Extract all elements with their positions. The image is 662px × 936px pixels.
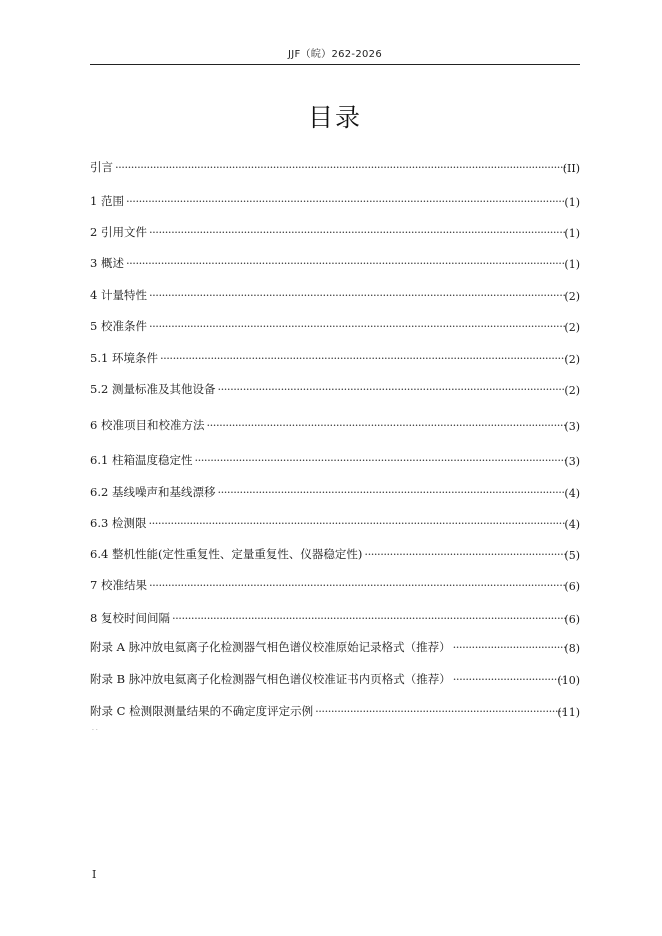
toc-entry-label: 6.4 整机性能(定性重复性、定量重复性、仪器稳定性) <box>90 547 363 561</box>
toc-entry-page: (2) <box>564 384 580 397</box>
toc-entry-calibration-items-methods[interactable] <box>90 417 580 433</box>
toc-dot-leader <box>364 546 566 562</box>
toc-entry-overview[interactable] <box>90 255 580 271</box>
toc-entry-label: 7 校准结果 <box>90 578 147 592</box>
toc-entry-page: (6) <box>564 613 580 626</box>
toc-entry-calibration-conditions[interactable] <box>90 318 580 334</box>
toc-dot-leader <box>160 350 566 366</box>
toc-entry-detection-limit[interactable] <box>90 515 580 531</box>
toc-entry-overall-performance[interactable] <box>90 546 580 562</box>
toc-title: 目录 <box>307 103 362 132</box>
toc-entry-page: (1) <box>564 258 580 271</box>
toc-entry-label: 4 计量特性 <box>90 288 147 302</box>
toc-entry-page: (2) <box>564 353 580 366</box>
stray-mark: · · <box>92 727 98 734</box>
toc-dot-leader <box>194 452 566 468</box>
toc-dot-leader <box>149 224 566 240</box>
toc-entry-page: (8) <box>564 642 580 655</box>
toc-entry-label: 附录 B 脉冲放电氦离子化检测器气相色谱仪校准证书内页格式（推荐） <box>90 672 451 686</box>
toc-entry-page: (5) <box>564 549 580 562</box>
toc-dot-leader <box>149 287 566 303</box>
toc-entry-label: 1 范围 <box>90 194 124 208</box>
toc-entry-recalibration-interval[interactable] <box>90 610 580 626</box>
toc-entry-standards-equipment[interactable] <box>90 381 580 397</box>
toc-entry-page: (6) <box>564 580 580 593</box>
toc-dot-leader <box>217 484 566 500</box>
toc-list <box>90 0 580 936</box>
toc-entry-page: (10) <box>557 674 580 687</box>
toc-entry-environment[interactable] <box>90 350 580 366</box>
toc-entry-label: 附录 A 脉冲放电氦离子化检测器气相色谱仪校准原始记录格式（推荐） <box>90 640 451 654</box>
toc-entry-references[interactable] <box>90 224 580 240</box>
toc-dot-leader <box>149 577 566 593</box>
toc-entry-page: (11) <box>557 706 580 719</box>
toc-entry-label: 3 概述 <box>90 256 124 270</box>
toc-entry-page: (2) <box>564 290 580 303</box>
toc-entry-appendix-a[interactable] <box>90 639 580 655</box>
toc-entry-page: (3) <box>564 420 580 433</box>
toc-entry-page: (1) <box>564 196 580 209</box>
toc-dot-leader <box>315 703 566 719</box>
toc-entry-baseline-noise-drift[interactable] <box>90 484 580 500</box>
toc-entry-page: (2) <box>564 321 580 334</box>
toc-entry-page: (1) <box>564 227 580 240</box>
toc-dot-leader <box>453 671 566 687</box>
toc-dot-leader <box>453 639 566 655</box>
toc-entry-label: 引言 <box>90 160 113 174</box>
toc-entry-appendix-b[interactable] <box>90 671 580 687</box>
toc-dot-leader <box>126 255 566 271</box>
toc-dot-leader <box>206 417 566 433</box>
toc-entry-metrological-characteristics[interactable] <box>90 287 580 303</box>
toc-dot-leader <box>148 515 566 531</box>
toc-dot-leader <box>172 610 566 626</box>
toc-entry-page: (4) <box>564 518 580 531</box>
toc-entry-label: 6.3 检测限 <box>90 516 147 530</box>
toc-entry-calibration-results[interactable] <box>90 577 580 593</box>
toc-entry-label: 附录 C 检测限测量结果的不确定度评定示例 <box>90 704 314 718</box>
toc-dot-leader <box>149 318 566 334</box>
toc-entry-page: (II) <box>562 162 580 175</box>
toc-entry-oven-temperature[interactable] <box>90 452 580 468</box>
toc-entry-label: 2 引用文件 <box>90 225 147 239</box>
toc-entry-foreword[interactable] <box>90 159 580 175</box>
toc-entry-label: 6.2 基线噪声和基线漂移 <box>90 485 216 499</box>
toc-entry-label: 5 校准条件 <box>90 319 147 333</box>
toc-entry-scope[interactable] <box>90 193 580 209</box>
toc-dot-leader <box>217 381 566 397</box>
toc-entry-label: 5.1 环境条件 <box>90 351 158 365</box>
toc-dot-leader <box>126 193 566 209</box>
toc-entry-page: (4) <box>564 487 580 500</box>
toc-entry-label: 6 校准项目和校准方法 <box>90 418 205 432</box>
toc-entry-appendix-c[interactable] <box>90 703 580 719</box>
toc-dot-leader <box>115 159 566 175</box>
toc-entry-label: 8 复校时间间隔 <box>90 611 170 625</box>
toc-entry-label: 6.1 柱箱温度稳定性 <box>90 453 193 467</box>
toc-entry-label: 5.2 测量标准及其他设备 <box>90 382 216 396</box>
toc-entry-page: (3) <box>564 455 580 468</box>
page-number: I <box>92 868 97 881</box>
page-header: JJF（皖）262-2026 <box>288 49 382 60</box>
